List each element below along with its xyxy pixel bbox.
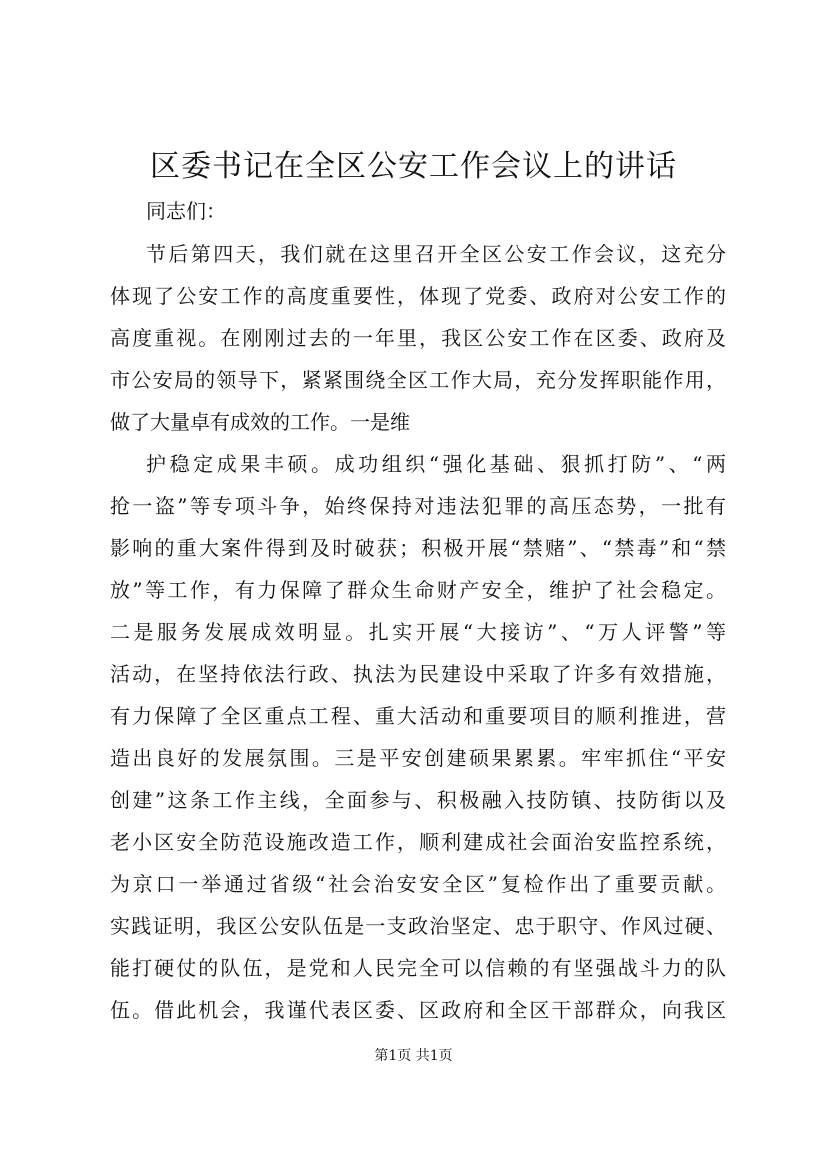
page-footer: 第1页 共1页: [374, 1048, 453, 1064]
body-line: 实践证明，我区公安队伍是一支政治坚定、忠于职守、作风过硬、: [110, 914, 726, 938]
body-line: 伍。借此机会，我谨代表区委、区政府和全区干部群众，向我区: [110, 998, 726, 1022]
body-line: 有力保障了全区重点工程、重大活动和重要项目的顺利推进，营: [110, 704, 726, 728]
body-line: 节后第四天，我们就在这里召开全区公安工作会议，这充分: [146, 242, 726, 266]
body-line: 护稳定成果丰硕。成功组织“强化基础、狠抓打防”、“两: [146, 452, 726, 476]
body-line: 放”等工作，有力保障了群众生命财产安全，维护了社会稳定。: [110, 578, 726, 602]
body-line: 二是服务发展成效明显。扎实开展“大接访”、“万人评警”等: [110, 620, 726, 644]
body-line: 体现了公安工作的高度重要性，体现了党委、政府对公安工作的: [110, 284, 726, 308]
body-line: 市公安局的领导下，紧紧围绕全区工作大局，充分发挥职能作用，: [110, 368, 726, 392]
body-line: 老小区安全防范设施改造工作，顺利建成社会面治安监控系统，: [110, 830, 726, 854]
body-line: 做了大量卓有成效的工作。一是维: [110, 410, 410, 434]
body-line: 造出良好的发展氛围。三是平安创建硕果累累。牢牢抓住“平安: [110, 746, 726, 770]
document-title: 区委书记在全区公安工作会议上的讲话: [150, 149, 677, 184]
salutation: 同志们：: [146, 199, 226, 223]
body-line: 创建”这条工作主线，全面参与、积极融入技防镇、技防街以及: [110, 788, 726, 812]
body-line: 高度重视。在刚刚过去的一年里，我区公安工作在区委、政府及: [110, 326, 726, 350]
body-line: 活动，在坚持依法行政、执法为民建设中采取了许多有效措施，: [110, 662, 726, 686]
body-line: 能打硬仗的队伍，是党和人民完全可以信赖的有坚强战斗力的队: [110, 956, 726, 980]
body-line: 为京口一举通过省级“社会治安安全区”复检作出了重要贡献。: [110, 872, 726, 896]
body-line: 抢一盗”等专项斗争，始终保持对违法犯罪的高压态势，一批有: [110, 494, 726, 518]
body-line: 影响的重大案件得到及时破获；积极开展“禁赌”、“禁毒”和“禁: [110, 536, 726, 560]
